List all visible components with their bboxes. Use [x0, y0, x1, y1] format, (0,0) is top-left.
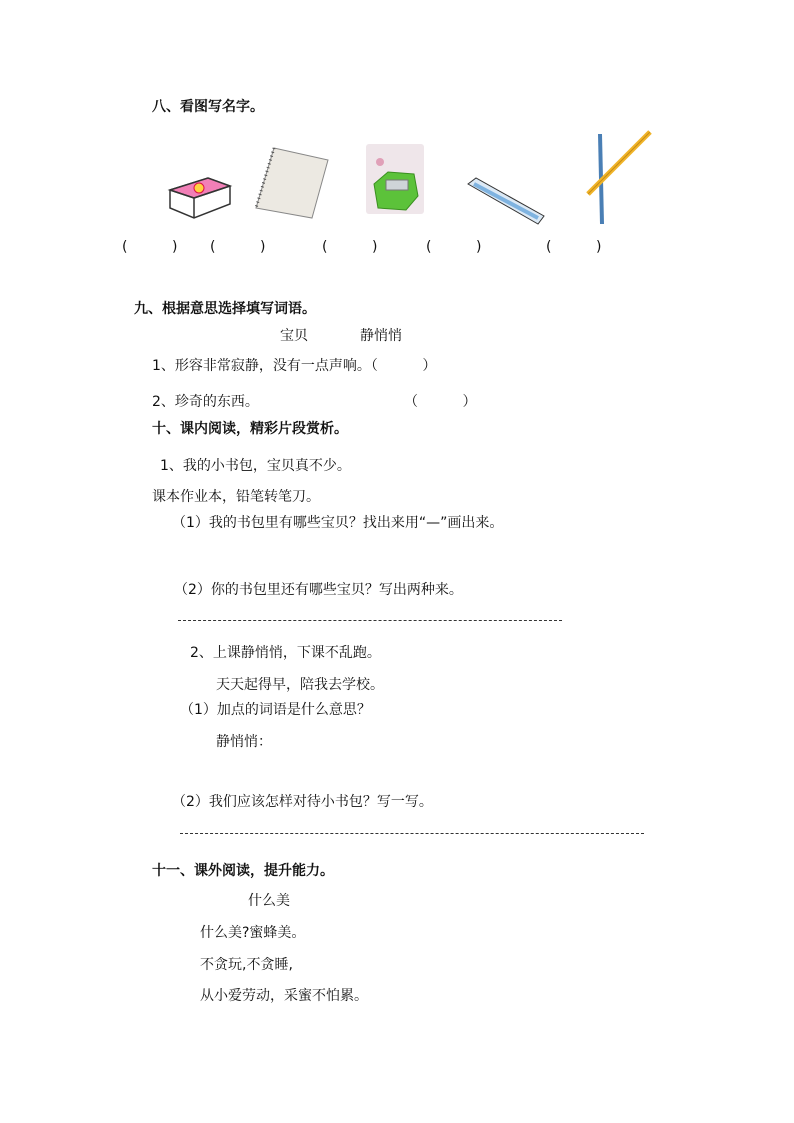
passage2-question-1: （1）加点的词语是什么意思？ — [180, 702, 371, 718]
ruler-icon — [466, 176, 546, 226]
section11-title: 十一、课外阅读，提升能力。 — [152, 863, 334, 879]
blank-4: ( ) — [426, 239, 482, 255]
passage2-line2: 天天起得早，陪我去学校。 — [216, 677, 384, 693]
eraser-icon — [164, 168, 236, 222]
passage2-line1: 2、上课静悄悄，下课不乱跑。 — [190, 645, 381, 661]
passage2-term: 静悄悄： — [216, 734, 272, 750]
poem-line-3: 从小爱劳动，采蜜不怕累。 — [200, 988, 368, 1004]
word-option-1: 宝贝 — [280, 328, 308, 344]
blank-5: ( ) — [546, 239, 602, 255]
answer-line-1 — [178, 620, 562, 621]
answer-line-2 — [180, 833, 644, 834]
section9-question-2: 2、珍奇的东西。 — [152, 394, 259, 410]
passage1-question-1: （1）我的书包里有哪些宝贝？找出来用“—”画出来。 — [172, 515, 504, 531]
passage1-line1: 1、我的小书包，宝贝真不少。 — [160, 458, 351, 474]
passage1-question-2: （2）你的书包里还有哪些宝贝？写出两种来。 — [174, 582, 463, 598]
blank-2: ( ) — [210, 239, 266, 255]
section10-title: 十、课内阅读，精彩片段赏析。 — [152, 421, 348, 437]
section9-question-2-blank: （ ） — [404, 394, 477, 410]
blank-1: ( ) — [122, 239, 178, 255]
blank-3: ( ) — [322, 239, 378, 255]
passage2-question-2: （2）我们应该怎样对待小书包？写一写。 — [172, 794, 433, 810]
passage1-line2: 课本作业本，铅笔转笔刀。 — [152, 489, 320, 505]
section9-title: 九、根据意思选择填写词语。 — [134, 301, 316, 317]
word-option-2: 静悄悄 — [360, 328, 402, 344]
poem-title: 什么美 — [248, 893, 290, 909]
pencil-sharpener-icon — [366, 144, 424, 214]
poem-line-1: 什么美?蜜蜂美。 — [200, 925, 306, 941]
pencils-icon — [582, 128, 654, 228]
poem-line-2: 不贪玩,不贪睡, — [200, 957, 293, 973]
section9-question-1: 1、形容非常寂静，没有一点声响。（ ） — [152, 358, 437, 374]
notebook-icon — [254, 146, 330, 220]
section8-title: 八、看图写名字。 — [152, 99, 264, 115]
